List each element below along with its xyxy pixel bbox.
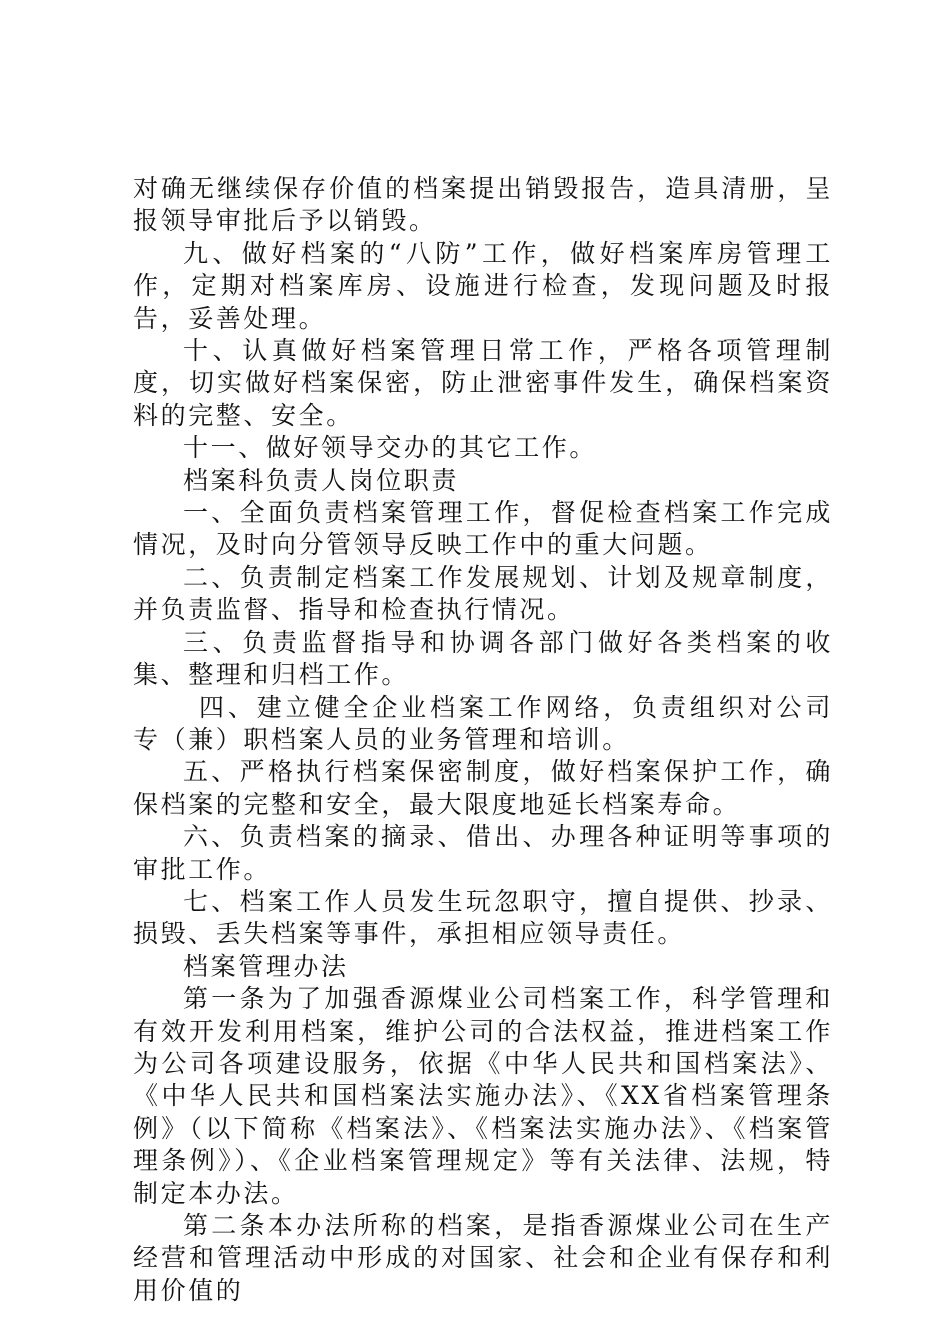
paragraph-duty-6: 六、负责档案的摘录、借出、办理各种证明等事项的审批工作。	[133, 822, 833, 884]
paragraph-duty-3: 三、负责监督指导和协调各部门做好各类档案的收集、整理和归档工作。	[133, 627, 833, 690]
paragraph-item-11: 十一、做好领导交办的其它工作。	[183, 433, 598, 463]
paragraph-item-9: 九、做好档案的“八防”工作，做好档案库房管理工作，定期对档案库房、设施进行检查，发现问题及时报告，妥善处理。	[133, 238, 833, 333]
paragraph-article-2: 第二条本办法所称的档案，是指香源煤业公司在生产经营和管理活动中形成的对国家、社会和企业有保存和利用价值的	[133, 1211, 833, 1305]
paragraph-continuation: 对确无继续保存价值的档案提出销毁报告，造具清册，呈报领导审批后予以销毁。	[133, 174, 833, 236]
section-heading-archive-management-measures: 档案管理办法	[183, 951, 349, 981]
paragraph-duty-4: 四、建立健全企业档案工作网络，负责组织对公司专（兼）职档案人员的业务管理和培训。	[133, 692, 833, 754]
section-heading-archive-head-duties: 档案科负责人岗位职责	[183, 465, 460, 495]
paragraph-item-10: 十、认真做好档案管理日常工作，严格各项管理制度，切实做好档案保密，防止泄密事件发生，确保档案资料的完整、安全。	[133, 336, 833, 430]
paragraph-duty-2: 二、负责制定档案工作发展规划、计划及规章制度，并负责监督、指导和检查执行情况。	[133, 562, 833, 625]
paragraph-article-1: 第一条为了加强香源煤业公司档案工作，科学管理和有效开发利用档案，维护公司的合法权益，推进档案工作为公司各项建设服务，依据《中华人民共和国档案法》、《中华人民共和国档案法实施办法》、《XX省档案管理条例》（以下简称《档案法》、《档案法实施办法》、《档案管理条例》）、《企业档案管理规定》等有关法律、法规，特制定本办法。	[133, 984, 833, 1208]
paragraph-duty-5: 五、严格执行档案保密制度，做好档案保护工作，确保档案的完整和安全，最大限度地延长档案寿命。	[133, 757, 833, 819]
paragraph-duty-7: 七、档案工作人员发生玩忽职守，擅自提供、抄录、损毁、丢失档案等事件，承担相应领导责任。	[133, 886, 833, 949]
paragraph-duty-1: 一、全面负责档案管理工作，督促检查档案工作完成情况，及时向分管领导反映工作中的重大问题。	[133, 498, 833, 560]
document-body	[133, 173, 833, 1307]
